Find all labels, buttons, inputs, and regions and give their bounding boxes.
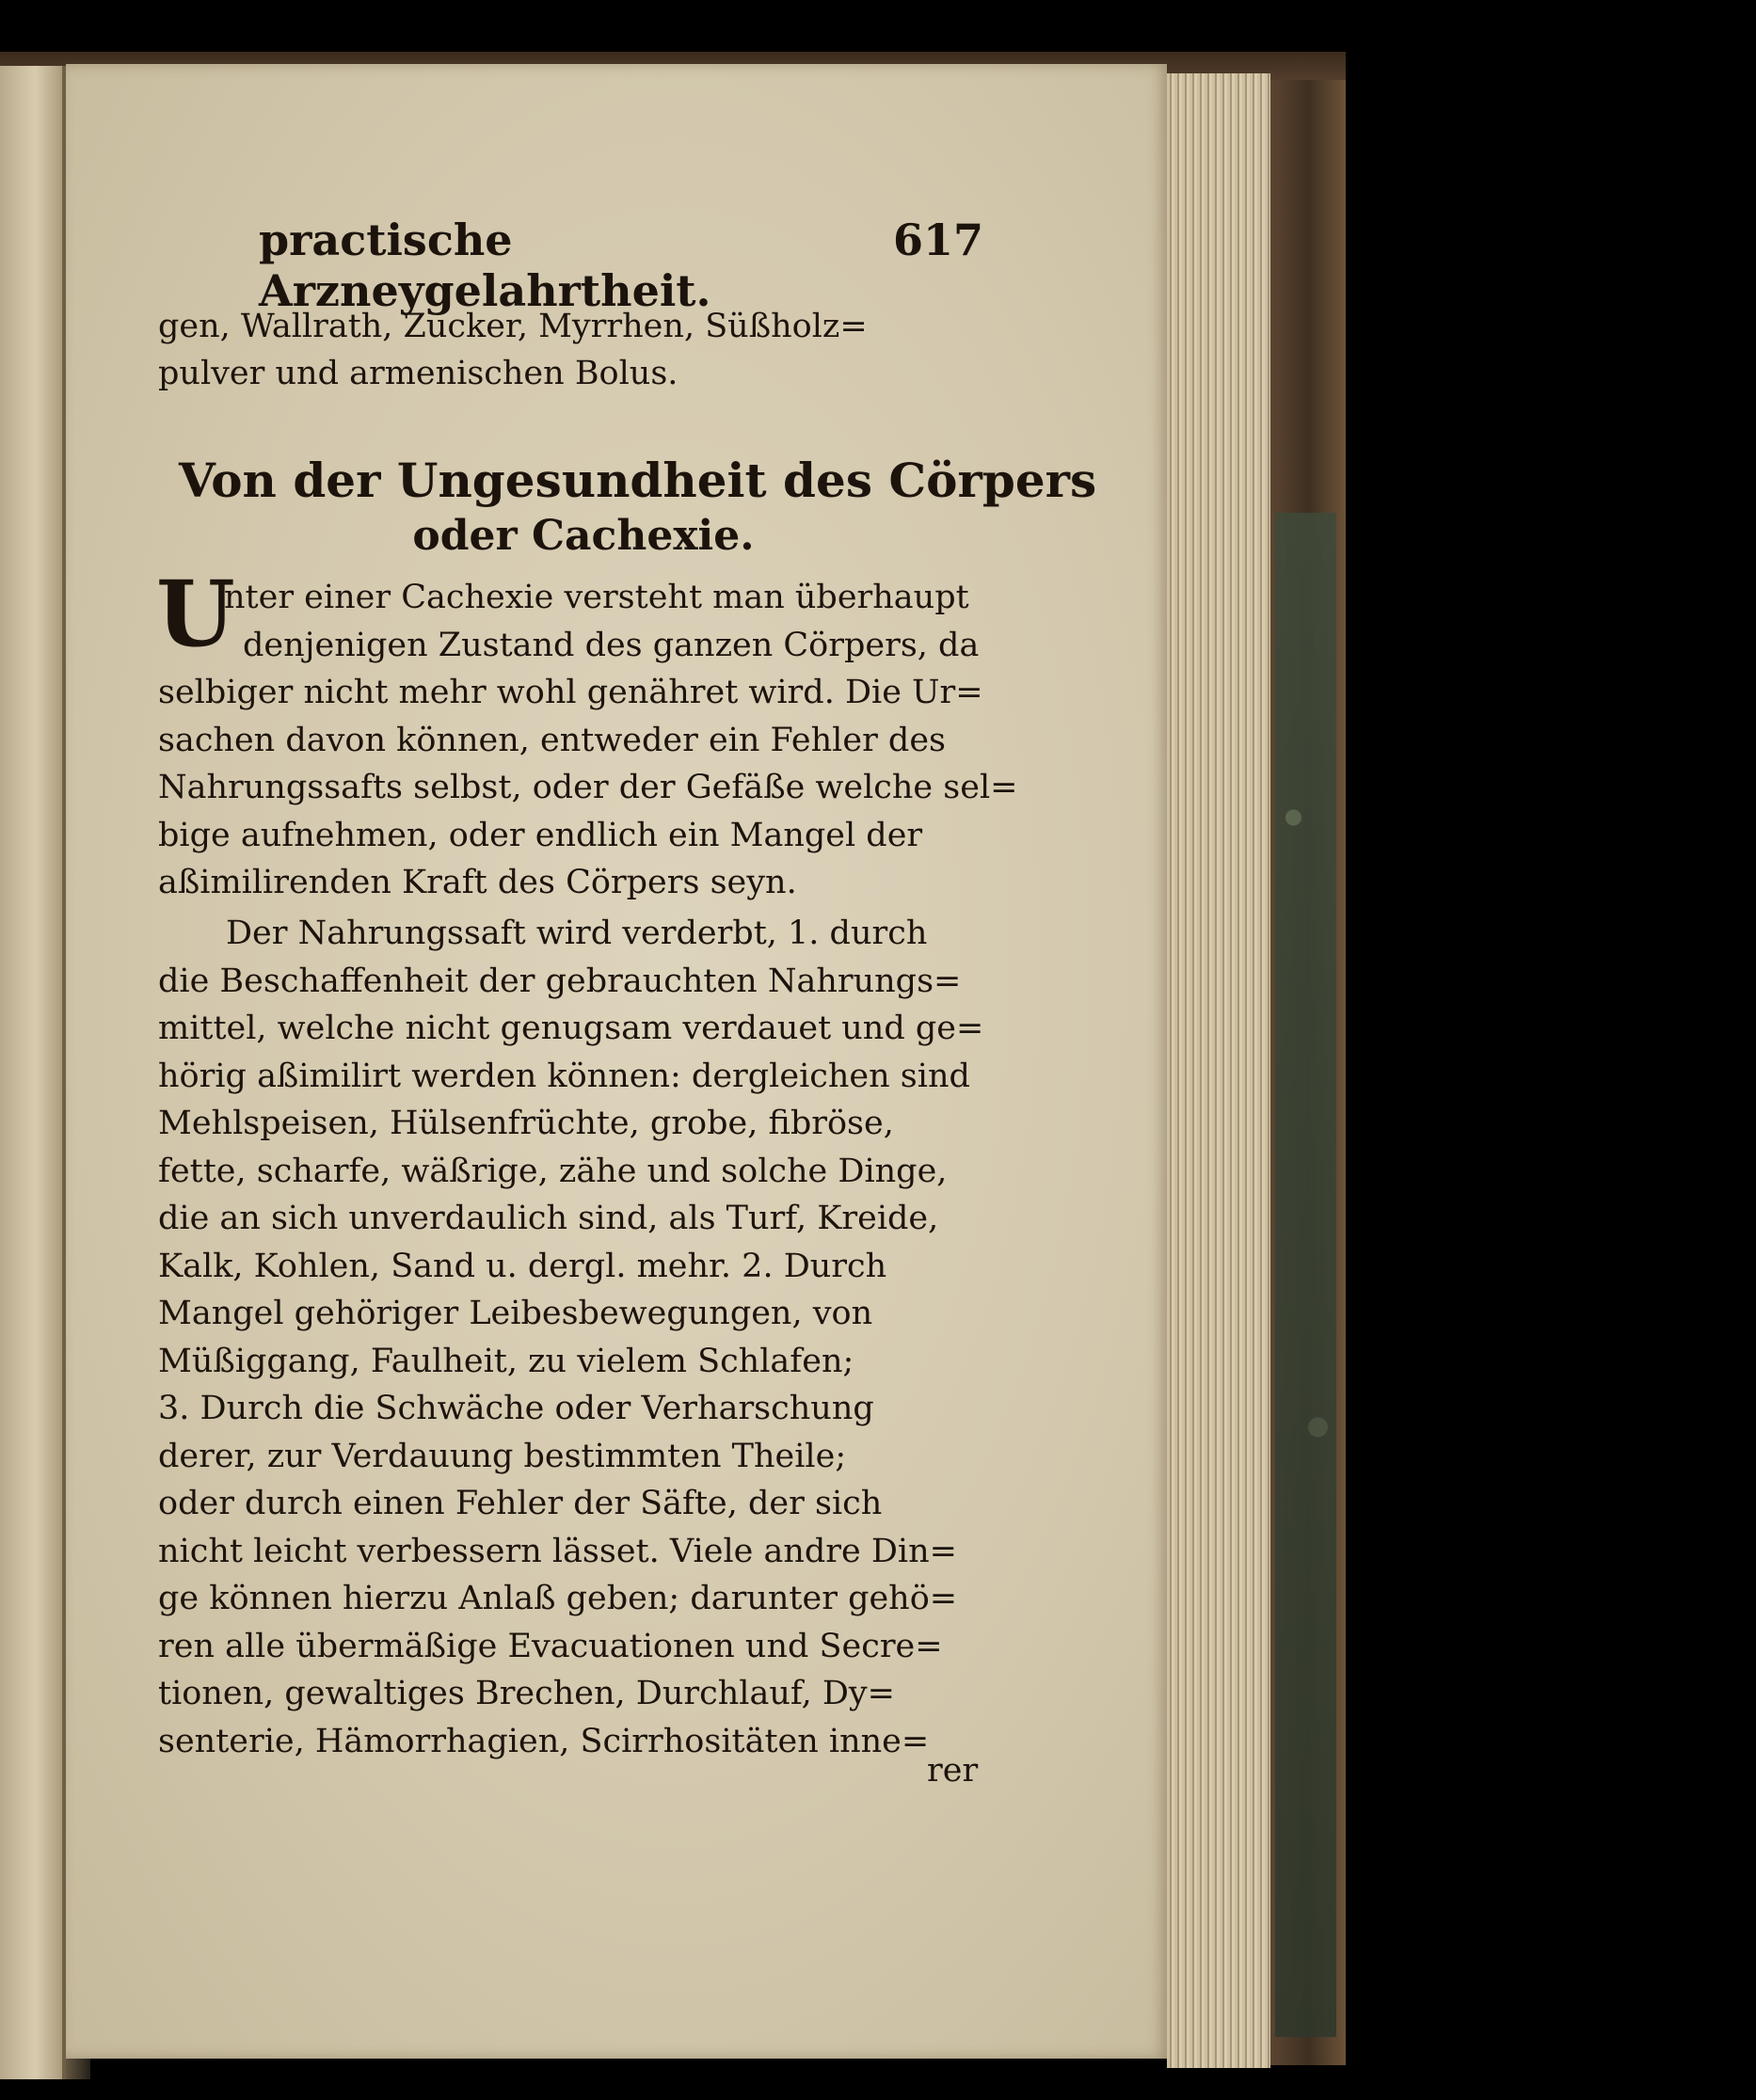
marbled-cover <box>1275 513 1336 2037</box>
text-line: mittel, welche nicht genugsam verdauet und ge= <box>158 1010 984 1047</box>
text-line: pulver und armenischen Bolus. <box>158 355 678 392</box>
text-line: die Beschaffenheit der gebrauchten Nahrungs= <box>158 962 962 1000</box>
running-head <box>259 215 983 316</box>
section-subheading: oder Cachexie. <box>412 512 755 560</box>
text-line: ren alle übermäßige Evacuationen und Secre= <box>158 1627 943 1665</box>
previous-page-edge <box>0 66 66 2079</box>
text-line: denjenigen Zustand des ganzen Cörpers, da <box>243 626 980 664</box>
text-line: Nahrungssafts selbst, oder der Gefäße welche sel= <box>158 769 1018 806</box>
page-block-edges <box>1167 73 1270 2068</box>
page-number: 617 <box>892 215 983 265</box>
text-line: aßimilirenden Kraft des Cörpers seyn. <box>158 864 797 901</box>
text-line: Mehlspeisen, Hülsenfrüchte, grobe, fibröse, <box>158 1105 894 1142</box>
text-line: selbiger nicht mehr wohl genähret wird. Die Ur= <box>158 674 983 711</box>
text-line: sachen davon können, entweder ein Fehler des <box>158 721 947 759</box>
text-line: gen, Wallrath, Zucker, Myrrhen, Süßholz= <box>158 308 868 345</box>
text-line: oder durch einen Fehler der Säfte, der sich <box>158 1485 883 1522</box>
text-line: Der Nahrungssaft wird verderbt, 1. durch <box>226 915 928 952</box>
text-line: nicht leicht verbessern lässet. Viele andre Din= <box>158 1532 957 1570</box>
drop-cap: U <box>156 561 235 667</box>
catch-word: rer <box>927 1752 979 1790</box>
section-heading: Von der Ungesundheit des Cörpers <box>179 453 1097 508</box>
text-line: 3. Durch die Schwäche oder Verharschung <box>158 1390 874 1427</box>
text-line: senterie, Hämorrhagien, Scirrhositäten inne= <box>158 1722 930 1760</box>
text-line: Kalk, Kohlen, Sand u. dergl. mehr. 2. Durch <box>158 1247 887 1285</box>
text-line: die an sich unverdaulich sind, als Turf, Kreide, <box>158 1200 939 1237</box>
text-line: hörig aßimilirt werden können: dergleichen sind <box>158 1057 970 1095</box>
text-line: Müßiggang, Faulheit, zu vielem Schlafen; <box>158 1342 854 1380</box>
text-line: nter einer Cachexie versteht man überhaupt <box>224 579 969 616</box>
text-line: ge können hierzu Anlaß geben; darunter gehö= <box>158 1580 958 1617</box>
text-line: tionen, gewaltiges Brechen, Durchlauf, Dy= <box>158 1675 895 1712</box>
text-line: bige aufnehmen, oder endlich ein Mangel der <box>158 816 923 854</box>
text-line: fette, scharfe, wäßrige, zähe und solche Dinge, <box>158 1152 948 1190</box>
text-line: Mangel gehöriger Leibesbewegungen, von <box>158 1295 873 1332</box>
text-line: derer, zur Verdauung bestimmten Theile; <box>158 1437 847 1475</box>
running-head-title: practische Arzneygelahrtheit. <box>259 215 711 316</box>
